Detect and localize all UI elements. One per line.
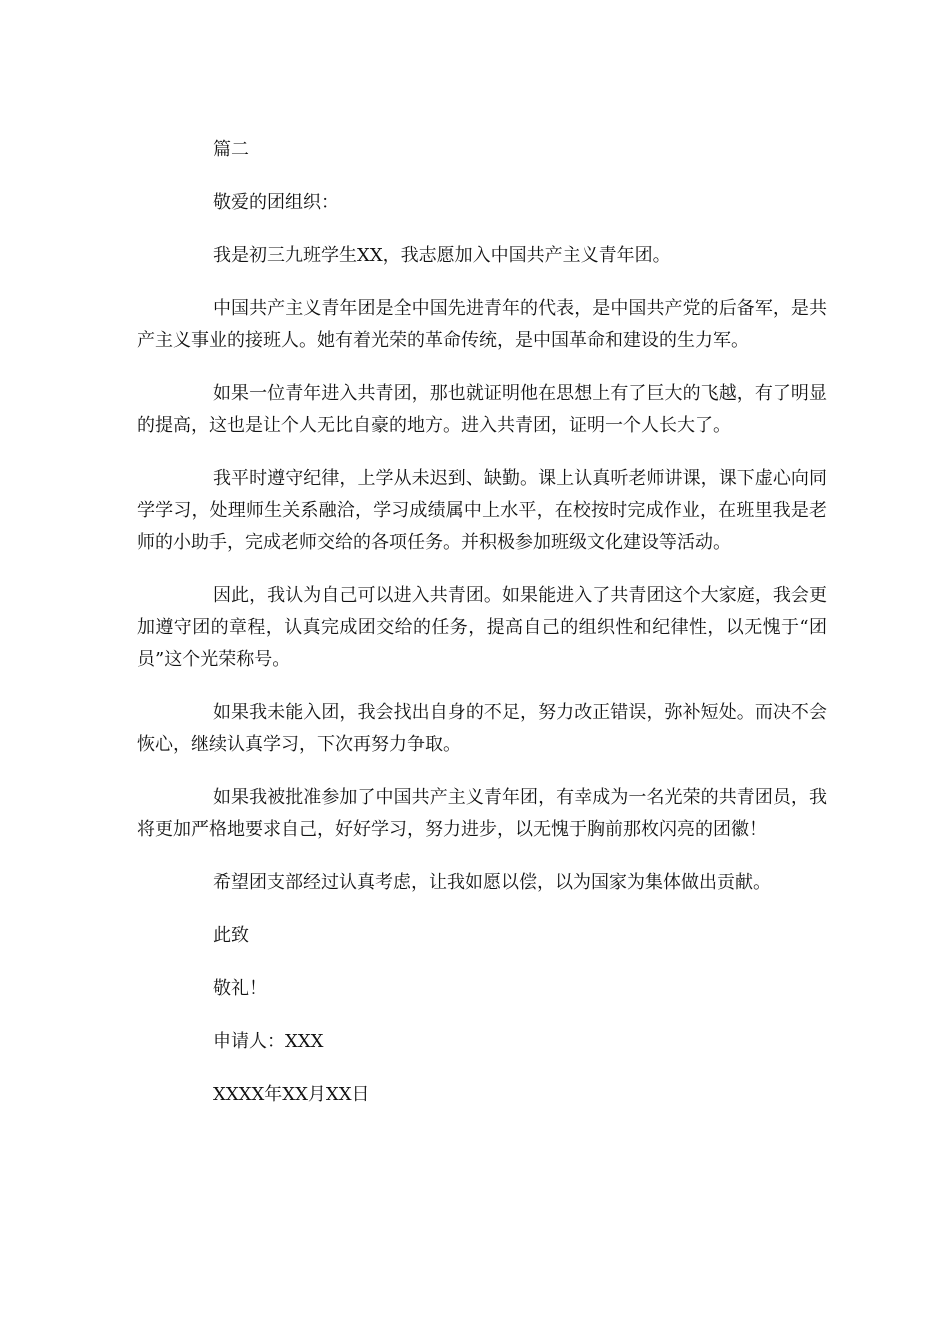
paragraph-2: 中国共产主义青年团是全中国先进青年的代表，是中国共产党的后备军，是共产主义事业的接班人。她有着光荣的革命传统，是中国革命和建设的生力军。 bbox=[137, 298, 827, 351]
paragraph-5: 因此，我认为自己可以进入共青团。如果能进入了共青团这个大家庭，我会更加遵守团的章程，认真完成团交给的任务，提高自己的组织性和纪律性，以无愧于“团员”这个光荣称号。 bbox=[137, 585, 827, 670]
paragraph-4: 我平时遵守纪律，上学从未迟到、缺勤。课上认真听老师讲课，课下虚心向同学学习，处理师生关系融洽，学习成绩属中上水平，在校按时完成作业，在班里我是老师的小助手，完成老师交给的各项任务。并积极参加班级文化建设等活动。 bbox=[137, 468, 827, 553]
paragraph-6: 如果我未能入团，我会找出自身的不足，努力改正错误，弥补短处。而决不会恢心，继续认真学习，下次再努力争取。 bbox=[137, 702, 827, 755]
paragraph-8: 希望团支部经过认真考虑，让我如愿以偿，以为国家为集体做出贡献。 bbox=[213, 872, 771, 893]
paragraph-3: 如果一位青年进入共青团，那也就证明他在思想上有了巨大的飞越，有了明显的提高，这也是让个人无比自豪的地方。进入共青团，证明一个人长大了。 bbox=[137, 383, 827, 436]
section-title: 篇二 bbox=[213, 139, 249, 160]
closing-line-2: 敬礼！ bbox=[213, 978, 267, 999]
paragraph-7: 如果我被批准参加了中国共产主义青年团，有幸成为一名光荣的共青团员，我将更加严格地要求自己，好好学习，努力进步，以无愧于胸前那枚闪亮的团徽！ bbox=[137, 787, 827, 840]
applicant-line: 申请人：XXX bbox=[213, 1031, 324, 1052]
salutation: 敬爱的团组织： bbox=[213, 192, 339, 213]
closing-line-1: 此致 bbox=[213, 925, 249, 946]
paragraph-1: 我是初三九班学生XX，我志愿加入中国共产主义青年团。 bbox=[213, 245, 671, 266]
date-line: XXXX年XX月XX日 bbox=[213, 1084, 370, 1105]
document-page bbox=[137, 134, 827, 1132]
